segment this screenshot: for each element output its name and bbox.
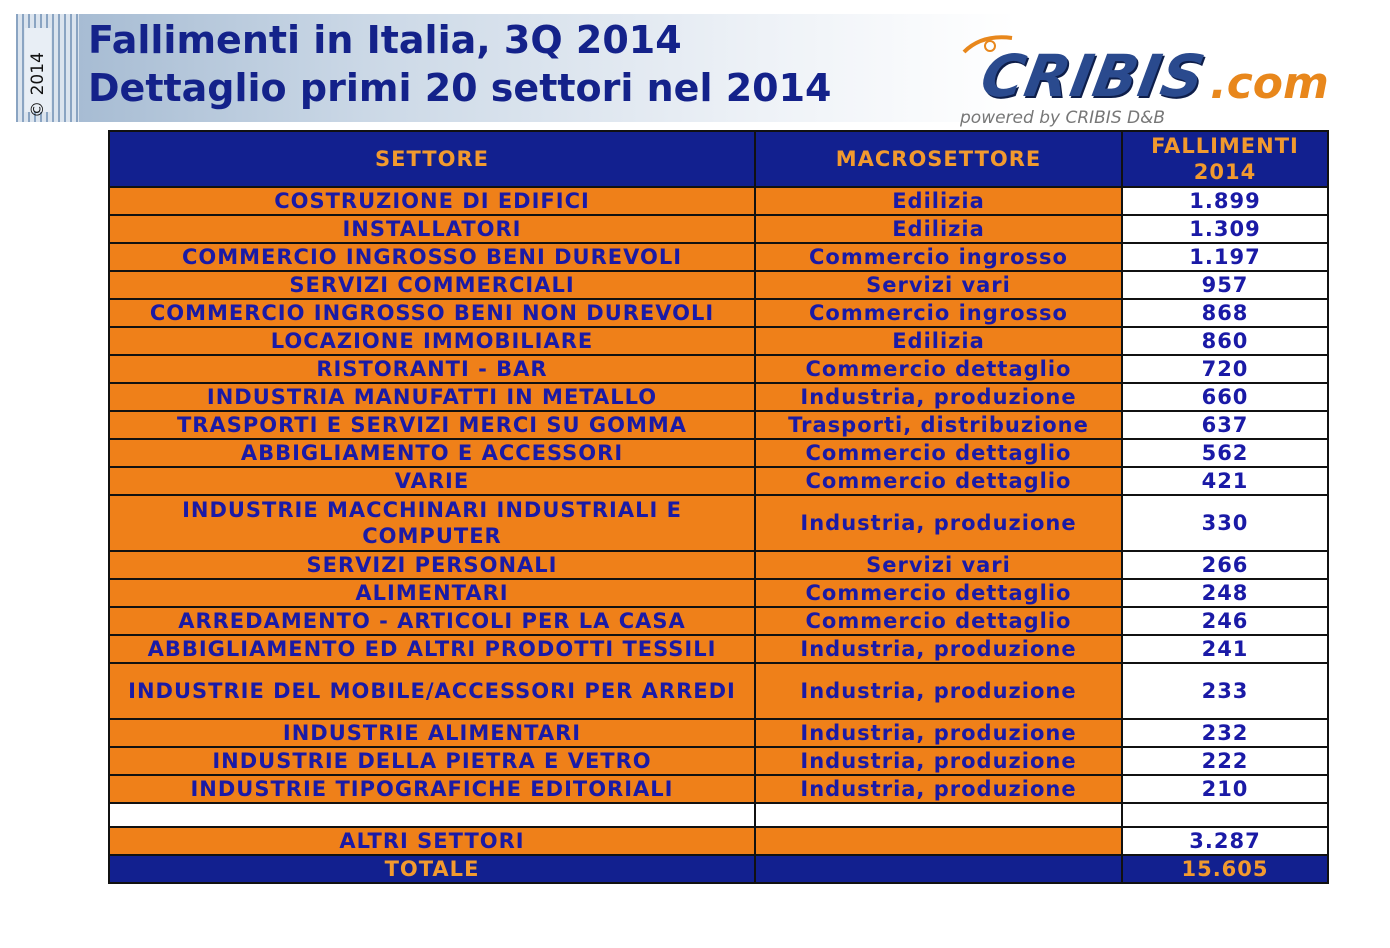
cell-settore: LOCAZIONE IMMOBILIARE bbox=[109, 327, 755, 355]
table-row bbox=[109, 747, 1328, 775]
cell-fallimenti: 421 bbox=[1122, 467, 1328, 495]
table-row bbox=[109, 383, 1328, 411]
cell-settore: INDUSTRIE MACCHINARI INDUSTRIALI E COMPUTER bbox=[109, 495, 755, 551]
table-row bbox=[109, 495, 1328, 551]
table-spacer-row bbox=[109, 803, 1328, 827]
cell-fallimenti: 957 bbox=[1122, 271, 1328, 299]
cell-macrosettore: Commercio ingrosso bbox=[755, 299, 1122, 327]
cell-macrosettore: Commercio dettaglio bbox=[755, 579, 1122, 607]
page-title bbox=[88, 16, 831, 112]
cell-macrosettore: Commercio ingrosso bbox=[755, 243, 1122, 271]
cell-macrosettore: Industria, produzione bbox=[755, 495, 1122, 551]
cell-fallimenti: 3.287 bbox=[1122, 827, 1328, 855]
cell-macrosettore: Edilizia bbox=[755, 327, 1122, 355]
cell-fallimenti: 1.899 bbox=[1122, 187, 1328, 215]
cell-fallimenti: 266 bbox=[1122, 551, 1328, 579]
cell-macrosettore: Commercio dettaglio bbox=[755, 439, 1122, 467]
copyright-text: © 2014 bbox=[28, 52, 48, 118]
table-row bbox=[109, 243, 1328, 271]
cell-macrosettore: Industria, produzione bbox=[755, 719, 1122, 747]
cell-macrosettore: Commercio dettaglio bbox=[755, 355, 1122, 383]
table-row bbox=[109, 187, 1328, 215]
cell-settore: SERVIZI COMMERCIALI bbox=[109, 271, 755, 299]
cell-macrosettore: Industria, produzione bbox=[755, 663, 1122, 719]
cell-fallimenti: 1.309 bbox=[1122, 215, 1328, 243]
cell-macrosettore bbox=[755, 855, 1122, 883]
cell-settore: INDUSTRIE DEL MOBILE/ACCESSORI PER ARREDI bbox=[109, 663, 755, 719]
cell-settore: COSTRUZIONE DI EDIFICI bbox=[109, 187, 755, 215]
cell-macrosettore: Industria, produzione bbox=[755, 747, 1122, 775]
table-row bbox=[109, 663, 1328, 719]
table-row bbox=[109, 635, 1328, 663]
table-row bbox=[109, 215, 1328, 243]
table-row bbox=[109, 411, 1328, 439]
cell-macrosettore: Edilizia bbox=[755, 215, 1122, 243]
cell-macrosettore: Servizi vari bbox=[755, 271, 1122, 299]
cell-settore: TRASPORTI E SERVIZI MERCI SU GOMMA bbox=[109, 411, 755, 439]
cell-settore: SERVIZI PERSONALI bbox=[109, 551, 755, 579]
table-row bbox=[109, 551, 1328, 579]
cell-settore: COMMERCIO INGROSSO BENI NON DUREVOLI bbox=[109, 299, 755, 327]
cell-settore: VARIE bbox=[109, 467, 755, 495]
cell-macrosettore: Industria, produzione bbox=[755, 635, 1122, 663]
table-row bbox=[109, 775, 1328, 803]
table-row bbox=[109, 299, 1328, 327]
cell-fallimenti: 860 bbox=[1122, 327, 1328, 355]
header-fallimenti: FALLIMENTI 2014 bbox=[1122, 131, 1328, 187]
altri-settori-row bbox=[109, 827, 1328, 855]
table-row bbox=[109, 579, 1328, 607]
table-row bbox=[109, 439, 1328, 467]
logo-domain: .com bbox=[1210, 58, 1329, 109]
cell-macrosettore: Commercio dettaglio bbox=[755, 467, 1122, 495]
cell-macrosettore: Commercio dettaglio bbox=[755, 607, 1122, 635]
cell-macrosettore: Trasporti, distribuzione bbox=[755, 411, 1122, 439]
logo-tagline: powered by CRIBIS D&B bbox=[960, 108, 1166, 128]
totale-row bbox=[109, 855, 1328, 883]
table-row bbox=[109, 607, 1328, 635]
cell-fallimenti: 232 bbox=[1122, 719, 1328, 747]
cell-settore: INDUSTRIA MANUFATTI IN METALLO bbox=[109, 383, 755, 411]
cribis-logo bbox=[960, 24, 1380, 134]
cell-settore: RISTORANTI - BAR bbox=[109, 355, 755, 383]
logo-brand: CRIBIS bbox=[976, 42, 1211, 110]
cell-fallimenti: 246 bbox=[1122, 607, 1328, 635]
cell-fallimenti: 248 bbox=[1122, 579, 1328, 607]
title-line-2: Dettaglio primi 20 settori nel 2014 bbox=[88, 66, 832, 110]
cell-fallimenti: 660 bbox=[1122, 383, 1328, 411]
title-line-1: Fallimenti in Italia, 3Q 2014 bbox=[88, 18, 682, 62]
cell-fallimenti: 210 bbox=[1122, 775, 1328, 803]
cell-settore: INDUSTRIE TIPOGRAFICHE EDITORIALI bbox=[109, 775, 755, 803]
cell-macrosettore bbox=[755, 827, 1122, 855]
table-row bbox=[109, 719, 1328, 747]
cell-fallimenti: 720 bbox=[1122, 355, 1328, 383]
spacer-cell bbox=[1122, 803, 1328, 827]
cell-fallimenti: 241 bbox=[1122, 635, 1328, 663]
cell-settore: ABBIGLIAMENTO ED ALTRI PRODOTTI TESSILI bbox=[109, 635, 755, 663]
cell-macrosettore: Industria, produzione bbox=[755, 775, 1122, 803]
cell-settore: INDUSTRIE DELLA PIETRA E VETRO bbox=[109, 747, 755, 775]
table-row bbox=[109, 467, 1328, 495]
cell-settore: ABBIGLIAMENTO E ACCESSORI bbox=[109, 439, 755, 467]
spacer-cell bbox=[755, 803, 1122, 827]
cell-fallimenti: 1.197 bbox=[1122, 243, 1328, 271]
cell-fallimenti: 233 bbox=[1122, 663, 1328, 719]
header-macrosettore: MACROSETTORE bbox=[755, 131, 1122, 187]
cell-settore: TOTALE bbox=[109, 855, 755, 883]
cell-fallimenti: 637 bbox=[1122, 411, 1328, 439]
spacer-cell bbox=[109, 803, 755, 827]
table-header-row bbox=[109, 131, 1328, 187]
cell-fallimenti: 330 bbox=[1122, 495, 1328, 551]
cell-settore: ALIMENTARI bbox=[109, 579, 755, 607]
cell-settore: INSTALLATORI bbox=[109, 215, 755, 243]
cell-settore: ARREDAMENTO - ARTICOLI PER LA CASA bbox=[109, 607, 755, 635]
cell-settore: INDUSTRIE ALIMENTARI bbox=[109, 719, 755, 747]
cell-fallimenti: 868 bbox=[1122, 299, 1328, 327]
table-row bbox=[109, 327, 1328, 355]
cell-fallimenti: 222 bbox=[1122, 747, 1328, 775]
cell-settore: ALTRI SETTORI bbox=[109, 827, 755, 855]
table-row bbox=[109, 271, 1328, 299]
cell-fallimenti: 15.605 bbox=[1122, 855, 1328, 883]
table-row bbox=[109, 355, 1328, 383]
header-settore: SETTORE bbox=[109, 131, 755, 187]
cell-macrosettore: Edilizia bbox=[755, 187, 1122, 215]
cell-fallimenti: 562 bbox=[1122, 439, 1328, 467]
fallimenti-table bbox=[108, 130, 1329, 884]
cell-macrosettore: Servizi vari bbox=[755, 551, 1122, 579]
cell-macrosettore: Industria, produzione bbox=[755, 383, 1122, 411]
cell-settore: COMMERCIO INGROSSO BENI DUREVOLI bbox=[109, 243, 755, 271]
